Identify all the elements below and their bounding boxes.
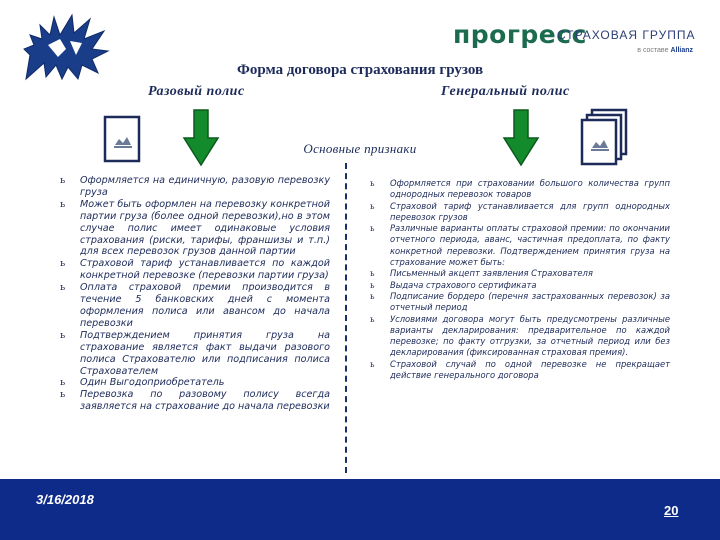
bullet: ь [60, 198, 66, 210]
page-title: Форма договора страхования грузов [236, 62, 484, 78]
bullet: ь [370, 290, 375, 301]
left-heading: Разовый полис [148, 84, 245, 99]
dashed-divider [345, 163, 347, 473]
bullet: ь [370, 200, 375, 211]
brand-note [637, 47, 693, 54]
features-heading: Основные признаки [303, 141, 417, 156]
list-item: ь Подписание бордеро (перечня застрахованных перевозок) за отчетный период [370, 290, 670, 313]
brand-subtitle: СТРАХОВАЯ ГРУППА [557, 28, 696, 42]
general-policy-list [370, 178, 670, 381]
brand-note-company: Allianz [670, 47, 693, 54]
list-item: ь Может быть оформлен на перевозку конкретной партии груза (более одной перевозки),но в этом случае полис имеет одинаковые условия страхования (риски, тарифы, франшизы и т.п.) для всех перевозок грузов данной партии [60, 198, 330, 258]
list-item: ь Письменный акцепт заявления Страхователя [370, 268, 593, 279]
brand-name: прогресс [453, 20, 587, 49]
list-item: ь Выдача страхового сертификата [370, 279, 537, 290]
list-item: ь Один Выгодоприобретатель [60, 377, 225, 389]
footer-bar [0, 479, 720, 540]
list-item: ь Перевозка по разовому полису всегда заявляется на страхование до начала перевозки [60, 389, 330, 413]
bullet: ь [60, 329, 66, 341]
list-item: ь Оплата страховой премии производится в течение 5 банковских дней с момента оформления полиса или авансом до начала перевозки [60, 282, 330, 329]
page-number: 20 [664, 503, 679, 518]
list-item: ь Страховой тариф устанавливается по каждой конкретной перевозке (перевозки партии груза) [60, 258, 330, 282]
brand-logo [453, 20, 703, 60]
list-item: ь Подтверждением принятия груза на страхование является факт выдачи разового полиса Страхователю или подписания полиса Страхователем [60, 329, 330, 377]
list-item: ь Страховой тариф устанавливается для групп однородных перевозок грузов [370, 200, 670, 222]
footer-date: 3/16/2018 [36, 492, 94, 507]
list-item: ь Условиями договора могут быть предусмотрены различные варианты декларирования: предварительное по каждой перевозке; по факту отгрузки, за отчетный период или без декларирования (фиксированная страховая премия). [370, 313, 670, 358]
bullet: ь [60, 175, 66, 186]
bullet: ь [370, 268, 375, 279]
bullet: ь [60, 377, 66, 389]
bullet: ь [370, 279, 375, 290]
list-item: ь Страховой случай по одной перевозке не прекращает действие генерального договора [370, 358, 670, 381]
bullet: ь [60, 389, 66, 401]
list-item: ь Различные варианты оплаты страховой премии: по окончании отчетного периода, аванс, частичная предоплата, по факту конкретной перевозки. Подтверждением принятия груза на страхование может быть: [370, 223, 670, 268]
bullet: ь [60, 258, 66, 270]
bullet: ь [370, 223, 375, 234]
list-item: ь Оформляется при страховании большого количества групп однородных перевозок товаров [370, 178, 670, 200]
bullet: ь [370, 178, 375, 188]
single-policy-list [60, 175, 330, 413]
bullet: ь [60, 282, 66, 294]
list-item: ь Оформляется на единичную, разовую перевозку груза [60, 175, 330, 198]
bullet: ь [370, 313, 375, 324]
bullet: ь [370, 358, 375, 369]
right-heading: Генеральный полис [441, 84, 570, 99]
brand-note-prefix: в составе [637, 47, 669, 54]
